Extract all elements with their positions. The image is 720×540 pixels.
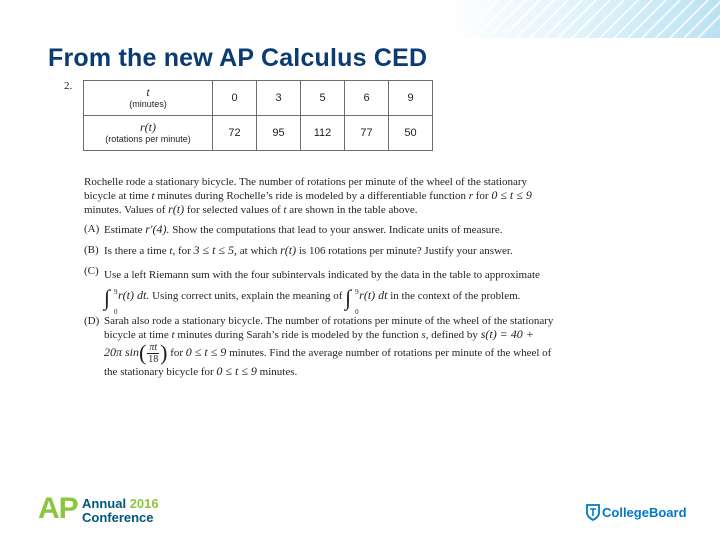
integral-sign-icon: ∫ 9 0 [345,288,359,308]
problem-text [84,176,554,386]
part-d-text: for [167,347,186,360]
conference-text [82,497,159,525]
header-t-var: t [146,84,150,99]
integral-sign-icon: ∫ 9 0 [104,288,118,308]
table-cell: 50 [389,116,433,151]
table-cell: 95 [257,116,301,151]
part-c-label: (C) [84,265,99,277]
collegeboard-logo [586,504,687,526]
table-cell: 3 [257,81,301,116]
header-band [0,0,720,38]
part-c-text: in the context of the problem. [387,290,521,302]
part-c-text: Using correct units, explain the meaning of [149,290,346,302]
part-c [84,265,554,316]
collegeboard-text: CollegeBoard [602,505,687,520]
table-cell: 9 [389,81,433,116]
part-b-text: at which [237,245,281,257]
slide-title: From the new AP Calculus CED [48,44,428,72]
collegeboard-shield-icon [586,504,600,521]
part-d-text: , defined by [425,329,481,341]
intro-text: for selected values of [184,204,284,216]
conference-line1: Annual [82,496,127,511]
intro-math: 0 ≤ t ≤ 9 [491,188,532,202]
intro-text: Rochelle rode a stationary bicycle. The number of rotations per minute of the wheel of the stationary bicycle at time [84,176,528,202]
part-b-text: , for [172,245,194,257]
header-t-unit: (minutes) [129,98,167,109]
paren-open: ( [139,340,147,366]
part-b-var: t [169,245,173,257]
header-r-unit: (rotations per minute) [105,133,191,144]
integral-upper-limit: 9 [355,288,359,296]
conference-year: 2016 [129,496,159,511]
table-cell: 77 [345,116,389,151]
part-b-math: r(t) [280,243,297,257]
part-d-text: minutes. [256,366,298,378]
part-a-label: (A) [84,223,100,235]
intro-text: for [472,190,492,202]
fraction [147,342,159,365]
part-d-var: t [171,329,175,341]
part-b [84,244,554,258]
table-cell: 112 [301,116,345,151]
part-b-math: 3 ≤ t ≤ 5, [193,243,238,257]
table-row-r [84,116,433,151]
integral-lower-limit: 0 [114,308,118,316]
part-a [84,223,554,237]
part-a-text: Show the computations that lead to your answer. Indicate units of measure. [169,224,503,236]
part-d-var: s [421,329,426,341]
intro-text: are shown in the table above. [286,204,418,216]
intro-math: r(t) [168,202,185,216]
part-d-text: Sarah also rode a stationary bicycle. The number of rotations per minute of the wheel of the stationary bicycle at time [104,315,554,341]
part-a-text: Estimate [104,224,146,236]
part-c-math: r(t) dt [359,288,388,302]
integral-upper-limit: 9 [114,288,118,296]
table-cell: 5 [301,81,345,116]
part-d-text: minutes during Sarah’s ride is modeled by the function [174,329,422,341]
intro-var: r [468,190,473,202]
part-d [84,315,554,379]
table-cell: 72 [213,116,257,151]
intro-text: minutes during Rochelle’s ride is modeled by a differentiable function [154,190,469,202]
table-header-t [84,81,213,116]
header-stripes-decoration [460,0,720,38]
paren-close: ) [160,340,168,366]
table-cell: 0 [213,81,257,116]
part-b-text: is 106 rotations per minute? Justify your answer. [296,245,513,257]
part-d-label: (D) [84,315,100,327]
part-d-text: minutes. Find the average number of rotations per minute of the wheel of the stationary bicycle for [104,347,552,378]
ap-logo-letters: AP [38,492,78,525]
table-row-t [84,81,433,116]
part-d-math: 0 ≤ t ≤ 9 [216,364,257,378]
part-c-math: r(t) dt. [118,288,150,302]
ap-logo-icon [38,494,78,524]
header-r-var: r(t) [140,119,156,134]
integral-lower-limit: 0 [355,308,359,316]
part-a-math: r′(4). [145,222,170,236]
fraction-denominator: 18 [148,354,159,365]
problem-intro [84,176,554,217]
part-d-math: 0 ≤ t ≤ 9 [185,345,227,360]
question-number: 2. [64,80,73,92]
part-b-label: (B) [84,244,99,256]
part-d-math: s(t) = 40 + 20π sin [104,327,534,360]
part-b-text: Is there a time [104,245,170,257]
intro-text: minutes. Values of [84,204,169,216]
fraction-numerator: πt [149,342,158,353]
ap-annual-conference-logo [38,494,178,528]
data-table [83,80,433,151]
table-cell: 6 [345,81,389,116]
part-c-text: Use a left Riemann sum with the four subintervals indicated by the data in the table to approximate [104,269,540,281]
intro-var: t [283,204,287,216]
conference-line2: Conference [82,510,154,525]
table-header-r [84,116,213,151]
intro-var: t [151,190,155,202]
